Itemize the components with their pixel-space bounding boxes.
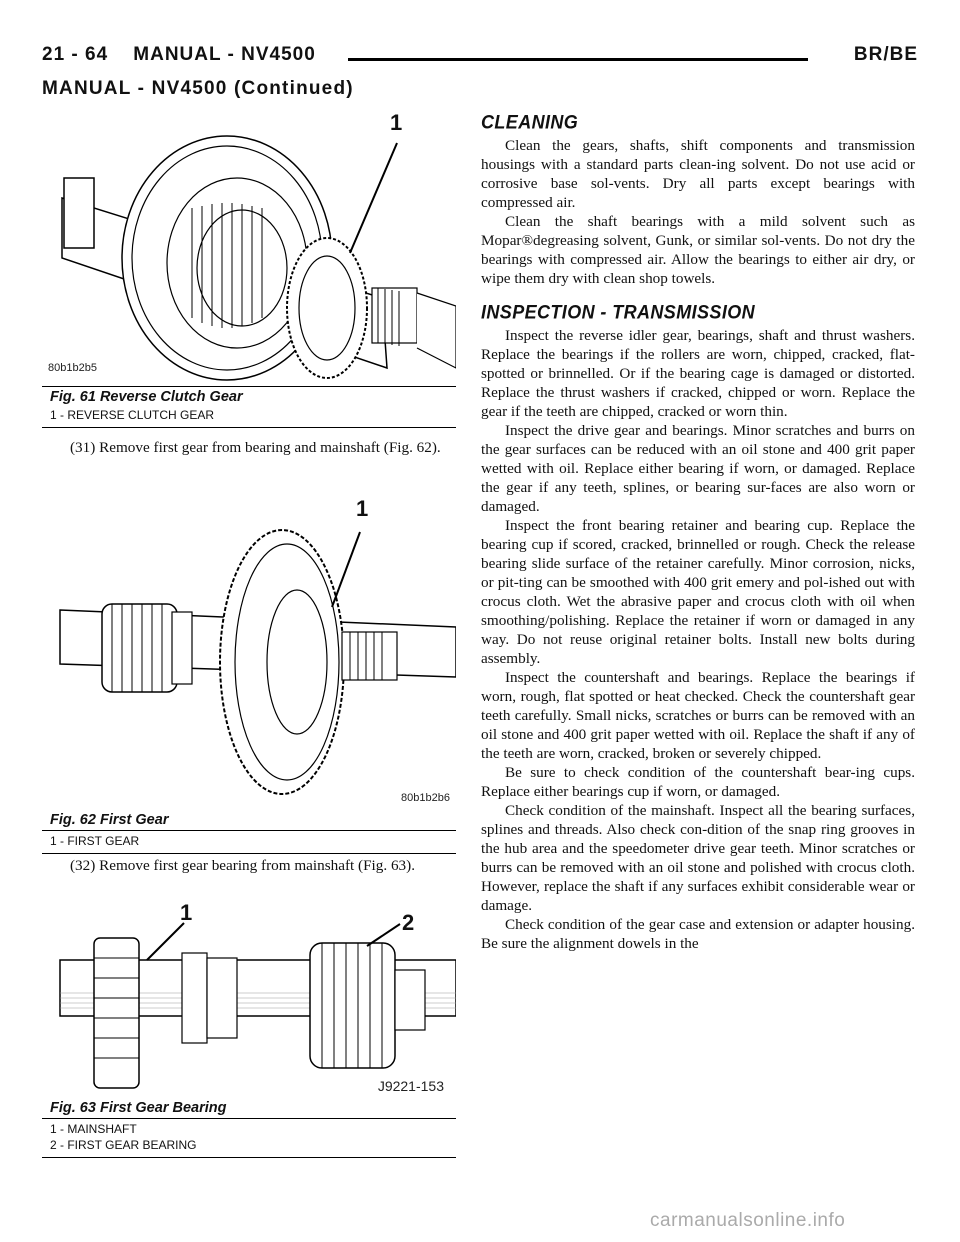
cleaning-heading: CLEANING [481, 110, 579, 133]
figure-63-caption-rule [42, 1118, 456, 1119]
figure-61-art-code: 80b1b2b5 [48, 362, 97, 374]
figure-61-item: 1 - REVERSE CLUTCH GEAR [50, 408, 215, 422]
inspection-paragraph-1: Inspect the reverse idler gear, bearings, shaft and thrust washers. Replace the bearings if the rollers are worn, chipped, cracked, flat-spotted or brinnelled. Or if the bearing cage is damaged or distorted. Replace the thrust washers if cracked, chipped or worn. Replace the gear if the teeth are chipped, cracked or worn thin. [481, 327, 915, 420]
cleaning-paragraph-2: Clean the shaft bearings with a mild solvent such as Mopar®degreasing solvent, Gunk, or similar sol-vents. Do not dry the bearings with compressed air. Allow the bearings to either air dry, or wipe them dry with clean shop towels. [481, 213, 915, 287]
figure-63 [42, 898, 456, 1158]
figure-63-item-1: 1 - MAINSHAFT [50, 1122, 137, 1136]
watermark[interactable]: carmanualsonline.info [650, 1210, 846, 1231]
page-header [42, 44, 918, 74]
step-31: (31) Remove first gear from bearing and mainshaft (Fig. 62). [70, 439, 441, 456]
figure-63-title: Fig. 63 First Gear Bearing [50, 1100, 227, 1116]
figure-63-callout-1: 1 [180, 900, 193, 925]
inspection-paragraph-5: Be sure to check condition of the countershaft bear-ing cups. Replace either bearings cup if worn, or damaged. [481, 764, 915, 800]
header-rule [348, 58, 808, 61]
inspection-paragraph-7: Check condition of the gear case and extension or adapter housing. Be sure the alignment dowels in the [481, 916, 915, 952]
figure-63-callout-2: 2 [402, 910, 415, 935]
figure-62-art-code: 80b1b2b6 [401, 792, 450, 804]
step-32: (32) Remove first gear bearing from mainshaft (Fig. 63). [70, 857, 415, 874]
figure-62-illustration [42, 492, 456, 810]
figure-61 [42, 108, 456, 428]
inspection-paragraph-3: Inspect the front bearing retainer and bearing cup. Replace the bearing cup if scored, cracked, brinnelled or rough. Check the release bearing slide surface of the retainer carefully. Minor corrosion, nicks, or pit-ting can be smoothed with 400 grit emery and pol-ished out with crocus cloth. Wet the abrasive paper and crocus cloth with oil when smoothing/polishing. Replace the retainer if worn or damaged in any way. Do not reuse original retainer bolts. Install new bolts during assembly. [481, 517, 915, 667]
inspection-paragraph-2: Inspect the drive gear and bearings. Minor scratches and burrs on the gear surfaces can be reduced with an oil stone and 400 grit paper wetted with oil. Replace either bearing if worn, or damaged. Replace the gear if any teeth, splines, or bearing sur-faces are also worn or damaged. [481, 422, 915, 515]
figure-61-callout: 1 [390, 110, 403, 135]
figure-63-art-code: J9221-153 [377, 1078, 444, 1094]
figure-61-end-rule [42, 427, 456, 428]
figure-62 [42, 492, 456, 854]
figure-63-end-rule [42, 1157, 456, 1158]
cleaning-paragraph-1: Clean the gears, shafts, shift components and transmission housings with a standard parts clean-ing solvent. Do not use acid or corrosive base sol-vents. Dry all parts except bearings with compressed air. [481, 137, 915, 211]
figure-62-callout: 1 [356, 496, 369, 521]
right-column [481, 112, 915, 953]
figure-62-item: 1 - FIRST GEAR [50, 834, 140, 848]
figure-63-illustration [42, 898, 456, 1098]
figure-62-caption-rule [42, 830, 456, 831]
page-number: 21 - 64 MANUAL - NV4500 [42, 44, 316, 65]
continued-title: MANUAL - NV4500 (Continued) [42, 78, 354, 99]
inspection-paragraph-4: Inspect the countershaft and bearings. Replace the bearings if worn, rough, flat spotted or heat checked. Check the countershaft gear teeth carefully. Small nicks, scratches or burrs can be removed with an oil stone and 400 grit paper wetted with oil. Replace the shaft if any of the teeth are worn, cracked, broken or severely chipped. [481, 669, 915, 762]
model-code: BR/BE [853, 44, 918, 65]
figure-63-item-2: 2 - FIRST GEAR BEARING [50, 1138, 197, 1152]
figure-62-end-rule [42, 853, 456, 854]
figure-61-title: Fig. 61 Reverse Clutch Gear [50, 389, 243, 405]
inspection-heading: INSPECTION - TRANSMISSION [481, 300, 756, 323]
figure-61-caption-rule [42, 386, 456, 387]
figure-62-title: Fig. 62 First Gear [50, 812, 169, 828]
figure-61-illustration [42, 108, 456, 386]
inspection-paragraph-6: Check condition of the mainshaft. Inspect all the bearing surfaces, splines and threads. Also check con-dition of the snap ring grooves in the hub area and the speedometer drive gear teeth. Minor scratches or burrs can be removed with an oil stone and polished with crocus cloth. However, replace the shaft if any surfaces exhibit considerable wear or damage. [481, 802, 915, 914]
